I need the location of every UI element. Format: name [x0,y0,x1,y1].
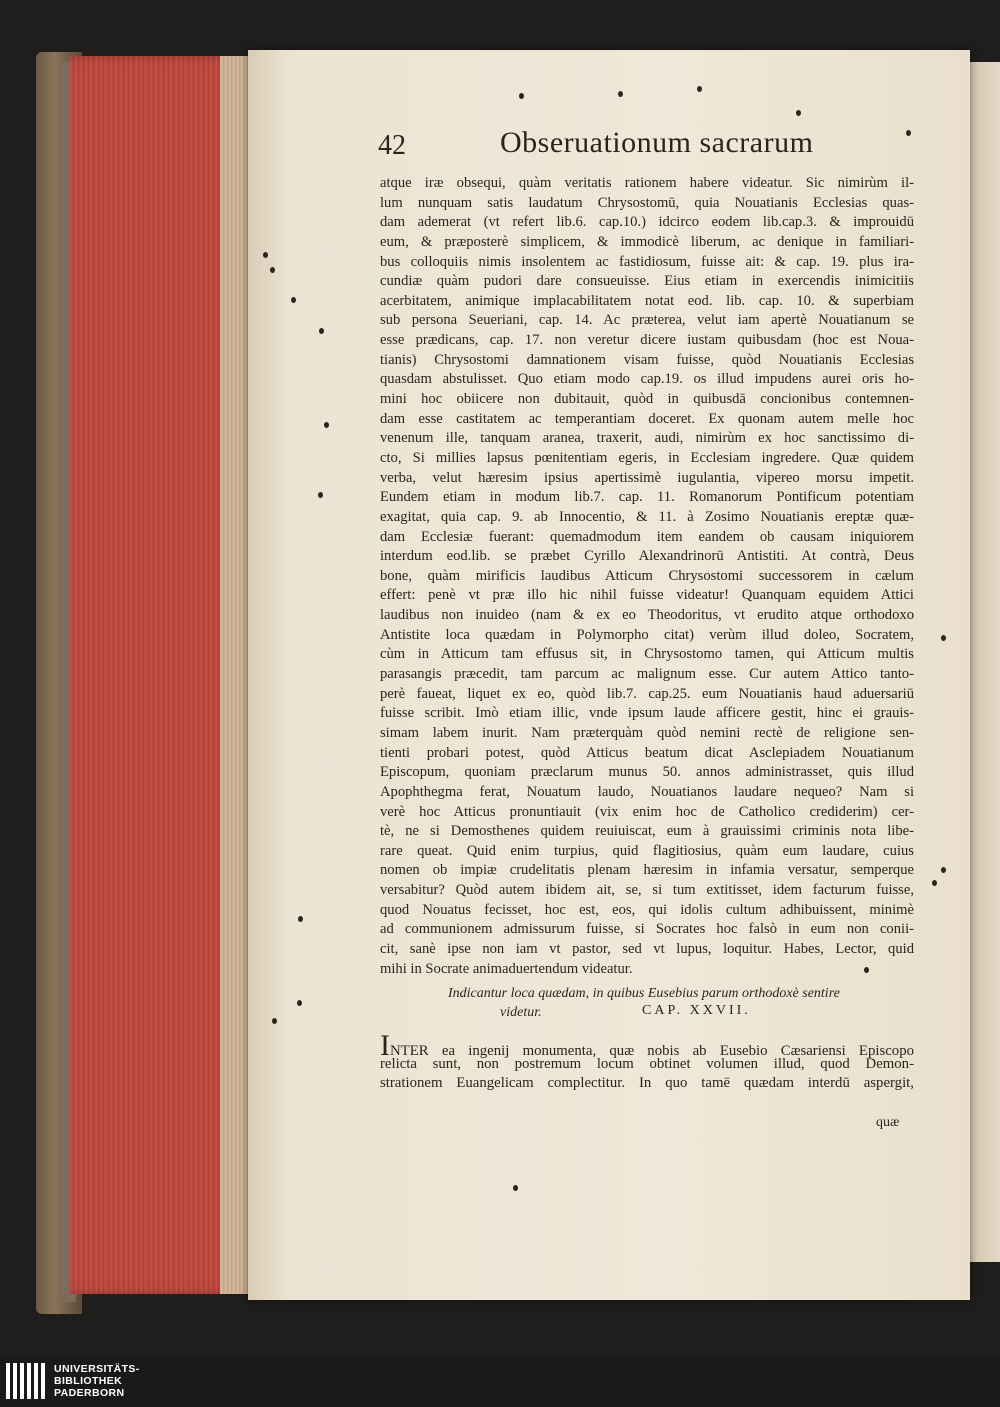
worm-hole [298,916,303,922]
drop-initial: I [380,1029,390,1062]
library-footer [0,1357,1000,1407]
text-line: mini hoc obiicere non dubitauit, quòd in quibusdā concionibus contemnen- [380,391,914,408]
body-text [380,174,914,979]
text-line: dam ademerat (vt refert lib.6. cap.10.) idcirco eodem lib.cap.3. & improuidū [380,214,914,231]
text-line: exagitat, quia cap. 9. ab Innocentio, & 11. à Zosimo Nouatianis ereptæ quæ- [380,508,914,525]
library-logo-icon [6,1363,46,1399]
logo-line: UNIVERSITÄTS- [54,1363,140,1375]
text-line: quod Nouatus fecisset, hoc est, eos, qui idolis cultum adhibuissent, minimè [380,901,914,918]
text-line: tianis) Chrysostomi damnationem visam fuisse, quòd Nouatianis Ecclesias [380,351,914,368]
worm-hole [932,880,937,886]
worm-hole [864,967,869,973]
text-line: parasangis præcedit, tam parcum ac malignum esse. Cur autem Attico tanto- [380,666,914,683]
chapter-first-line [380,1029,914,1062]
text-line: interdum eod.lib. se præbet Cyrillo Alexandrinorū Antistiti. At contrà, Deus [380,548,914,565]
logo-line: BIBLIOTHEK [54,1375,123,1387]
text-line: lum nunquam satis laudatum Chrysostomū, quia Nouatianis Ecclesias quas- [380,194,914,211]
text-line: venenum ille, tanquam aranea, traxerit, audi, nimirùm ex hoc sanctissimo di- [380,430,914,447]
text-line: fuisse scribit. Imò etiam illic, vnde ipsum laude afficere gestit, hinc ei grauis- [380,705,914,722]
chapter-title-line: Indicantur loca quædam, in quibus Eusebius parum orthodoxè sentire [448,986,840,1001]
worm-hole [941,635,946,641]
chapter-title-line: videtur. [500,1005,542,1020]
text-line: ad communionem admissurum fuisse, si Socrates hoc falsò in eum non conii- [380,921,914,938]
worm-hole [519,93,524,99]
text-line: dam Ecclesiæ fuerant: quemadmodum item eandem ob causam iniquiorem [380,528,914,545]
chapter-text-line: relicta sunt, non postremum locum obtinet volumen illud, quod Demon- [380,1056,914,1073]
page-header [378,126,838,170]
worm-hole [796,110,801,116]
text-line: simam labem inurit. Nam præterquàm quòd nemini rectè de religione sen- [380,724,914,741]
worm-hole [906,130,911,136]
worm-hole [513,1185,518,1191]
page-fore-edge [70,56,250,1294]
text-line: eum, & præposterè simplicem, & immodicè liberum, ac denique in familiari- [380,233,914,250]
library-logo-text [54,1363,140,1399]
worm-hole [697,86,702,92]
text-line: acerbitatem, animique implacabilitatem notat eod. lib. cap. 10. & superbiam [380,292,914,309]
text-line: nomen ob impiæ crudelitatis plenam hæresim in infamia versatur, semperque [380,862,914,879]
chapter-number: CAP. XXVII. [642,1003,751,1018]
text-line: dam esse castitatem ac temperantiam doceret. Ex quonam autem melle hoc [380,410,914,427]
worm-hole [941,867,946,873]
text-line: Antistite loca quædam in Polymorpho citat) verùm illud doleo, Socratem, [380,626,914,643]
text-line: tè, ne si Demosthenes quidem reuiuiscat, eum à grauissimi criminis nota libe- [380,823,914,840]
text-line: rare queat. Quid enim turpius, quid flagitiosius, quàm eum laudare, cuius [380,842,914,859]
text-line: quasdam abstulisset. Quo etiam modo cap.19. os illud impudens aurei oris ho- [380,371,914,388]
text-line: cùm in Atticum tam effusus sit, in Chrysostomo tamen, qui Atticum multis [380,646,914,663]
page-number: 42 [378,130,406,161]
text-line: cundiæ quàm pudori dare consueuisse. Eius etiam in exercendis inimicitiis [380,273,914,290]
worm-hole [618,91,623,97]
text-line: verè hoc Atticus pronuntiauit (vix enim hoc de Catholico crediderim) cer- [380,803,914,820]
worm-hole [318,492,323,498]
worm-hole [270,267,275,273]
text-line: sub persona Seueriani, cap. 14. Ac præterea, velut iam apertè Nouatianum se [380,312,914,329]
worm-hole [319,328,324,334]
text-line: esse prædicans, cap. 17. non veretur dicere iustam quibusdam (hoc est Noua- [380,332,914,349]
text-line: atque iræ obsequi, quàm veritatis rationem habere videatur. Sic nimirùm il- [380,175,914,191]
worm-hole [263,252,268,258]
text-line: versabitur? Quòd autem ibidem ait, se, si tum extitisset, idem facturum fuisse, [380,882,914,899]
worm-hole [272,1018,277,1024]
text-line: mihi in Socrate animaduertendum videatur. [380,960,633,977]
catchword: quæ [876,1115,900,1130]
chapter-body [380,1029,914,1094]
text-line: verba, velut hæresim ipsius apertissimè iugulantia, vipereo morsu impetit. [380,469,914,486]
text-line: tienti probari potest, quòd Atticus beatum dicat Asclepiadem Nouatianum [380,744,914,761]
text-line: cit, sanè ipse non iam vt pastor, sed vt lupus, loquitur. Habes, Lector, quid [380,940,914,957]
text-line: Eundem etiam in modum lib.7. cap. 11. Romanorum Pontificum potentiam [380,489,914,506]
text-line: perè faueat, liquet ex eo, quòd lib.7. cap.25. eum Nouatianis haud aduersariū [380,685,914,702]
chapter-text-line: strationem Euangelicam complectitur. In quo tamē quædam interdū aspergit, [380,1075,914,1092]
text-line: Apophthegma ferat, Nouatum laudo, Nouatianos laudare nequeo? Nam si [380,783,914,800]
text-line: bus colloquiis nimis insolentem ac fastidiosum, fuisse ait: & cap. 19. plus ira- [380,253,914,270]
running-title: Obseruationum sacrarum [500,126,814,159]
text-line: bone, quàm mirificis laudibus Atticum Chrysostomi successorem in cælum [380,567,914,584]
worm-hole [291,297,296,303]
text-line: Episcopum, quoniam præclarum munus 50. annos administrasset, quis illud [380,764,914,781]
text-line: laudibus non inuideo (nam & ex eo Theodoritus, vt erudito atque orthodoxo [380,607,914,624]
text-line: effert: penè vt præ illo hic nihil fuisse videatur! Quanquam equidem Attici [380,587,914,604]
text-line: cto, Si millies lapsus pœnitentiam egeris, in Ecclesiam ingredere. Quæ quidem [380,449,914,466]
worm-hole [324,422,329,428]
logo-line: PADERBORN [54,1387,125,1399]
first-line-text: NTER ea ingenij monumenta, quæ nobis ab Eusebio Cæsariensi Episcopo [390,1043,914,1059]
worm-hole [297,1000,302,1006]
